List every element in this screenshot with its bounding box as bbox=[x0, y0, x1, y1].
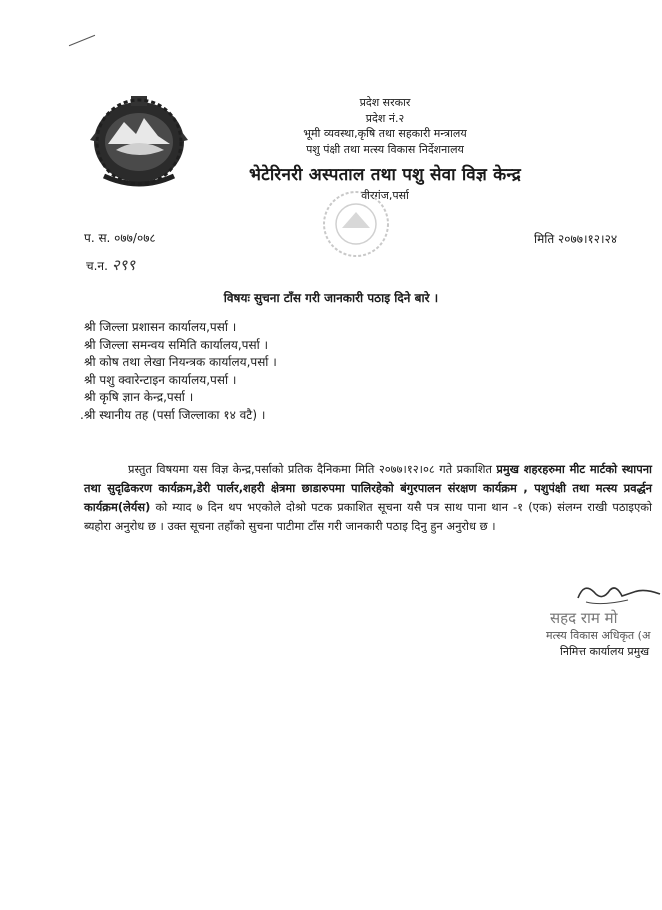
reference-number: प. स. ०७७/०७८ bbox=[84, 231, 156, 245]
header-ministry: भूमी व्यवस्था,कृषि तथा सहकारी मन्त्रालय bbox=[303, 127, 467, 140]
office-location: वीरगंज,पर्सा bbox=[361, 189, 409, 202]
recipient-item: श्री कृषि ज्ञान केन्द्र,पर्सा । bbox=[84, 390, 194, 404]
office-name: भेटेरिनरी अस्पताल तथा पशु सेवा विज्ञ केन्द्र bbox=[248, 165, 522, 185]
recipient-item: श्री पशु क्वारेन्टाइन कार्यालय,पर्सा । bbox=[84, 373, 237, 387]
recipient-item: श्री जिल्ला समन्वय समिति कार्यालय,पर्सा । bbox=[84, 338, 269, 352]
signatory-name: सहद राम मो bbox=[550, 609, 618, 627]
recipient-item: श्री जिल्ला प्रशासन कार्यालय,पर्सा । bbox=[84, 320, 237, 334]
recipient-item: श्री कोष तथा लेखा नियन्त्रक कार्यालय,पर्सा । bbox=[84, 355, 277, 369]
signatory-role: निमित्त कार्यालय प्रमुख bbox=[560, 645, 650, 658]
body-text-1: प्रस्तुत विषयमा यस विज्ञ केन्द्र,पर्साको प्रतिक दैनिकमा मिति २०७७।१२।०८ गते प्रकाशित bbox=[128, 462, 497, 476]
dispatch-label: च.न. bbox=[86, 259, 108, 273]
letter-subject: विषयः सुचना टाँस गरी जानकारी पठाइ दिने बारे । bbox=[223, 291, 439, 305]
dispatch-value: २९९ bbox=[111, 256, 136, 274]
letter-date: मिति २०७७।१२।२४ bbox=[534, 232, 618, 246]
recipient-item: .श्री स्थानीय तह (पर्सा जिल्लाका १४ वटै) । bbox=[80, 408, 266, 422]
office-stamp bbox=[316, 188, 396, 260]
body-program-names: प्रमुख शहरहरुमा मीट मार्टको स्थापना तथा सुदृढिकरण कार्यक्रम,डेरी पार्लर,शहरी क्षेत्रमा छाडारुपमा पालिरहेको बंगुरपालन संरक्षण कार्यक्रम , पशुपंक्षी तथा मत्स्य प्रवर्द्धन कार्यक्रम(लेर्यस) bbox=[84, 462, 652, 514]
letter-body bbox=[84, 460, 652, 536]
pen-mark bbox=[69, 35, 95, 46]
nepal-emblem-logo bbox=[86, 92, 192, 188]
header-directorate: पशु पंक्षी तथा मत्स्य विकास निर्देशनालय bbox=[306, 143, 464, 156]
dispatch-number bbox=[86, 255, 135, 275]
signatory-title: मत्स्य विकास अधिकृत (अ bbox=[546, 629, 651, 642]
handwritten-signature bbox=[572, 578, 662, 608]
header-line-2: प्रदेश नं.२ bbox=[365, 112, 405, 125]
header-line-1: प्रदेश सरकार bbox=[359, 96, 411, 109]
body-text-2: को म्याद ७ दिन थप भएकोले दोश्रो पटक प्रकाशित सूचना यसै पत्र साथ पाना थान -१ (एक) संलग्न राखी पठाइएको ब्यहोरा अनुरोध छ । उक्त सूचना तहाँको सुचना पाटीमा टाँस गरी जानकारी पठाइ दिनु हुन अनुरोध छ । bbox=[84, 500, 652, 533]
